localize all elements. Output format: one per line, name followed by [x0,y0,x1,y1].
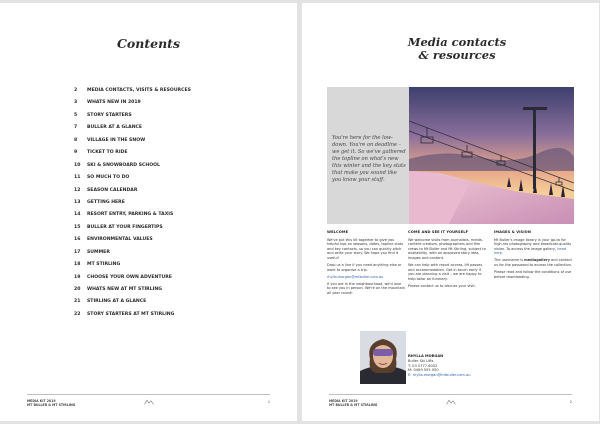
toc-item[interactable] [74,185,191,197]
toc-page-number: 22 [74,311,81,317]
images-text: and contact us for the password to access the collection. [494,258,572,268]
media-contact [408,354,471,378]
toc-page-number: 21 [74,299,81,305]
toc-label: STORY STARTERS [87,112,132,118]
toc-page-number: 3 [74,100,78,106]
left-page [0,3,297,421]
images-text: Please read and follow the conditions of use before downloading. [494,270,572,279]
welcome-heading: WELCOME [327,230,349,234]
quote-box [327,87,409,224]
footer-line: MT BULLER & MT STIRLING [27,403,76,408]
toc-label: GETTING HERE [87,199,125,205]
toc-label: MT STIRLING [87,262,121,268]
right-page [302,3,599,421]
toc-item[interactable] [74,247,191,259]
toc-page-number: 10 [74,162,81,168]
toc-label: SO MUCH TO DO [87,175,130,181]
intro-quote: You're here for the low-down. You're on deadline – we get it. So we've gathered the topline on what's new this winter and the key stats that make you sound like you know your stuff. [332,135,406,183]
toc-label: STORY STARTERS AT MT STIRLING [87,311,175,317]
toc-page-number: 11 [74,175,81,181]
toc-page-number: 18 [74,262,81,268]
welcome-text: Drop us a line if you need anything else or want to organise a trip. [327,263,402,272]
toc-item[interactable] [74,135,191,147]
toc-page-number: 16 [74,237,81,243]
toc-label: SEASON CALENDAR [87,187,138,193]
toc-label: MEDIA CONTACTS, VISITS & RESOURCES [87,88,191,93]
toc-label: SUMMER [87,249,110,255]
mt-buller-logo-icon [144,399,154,405]
toc-item[interactable] [74,234,191,246]
welcome-text: We've put this kit together to give you helpful tips on seasons, dates, topline stats and key contacts, so you can quickly pitch and write your story. We hope you find it useful! [327,237,404,260]
contact-role: Buller Ski Lifts [408,358,434,363]
footer-text [329,399,377,408]
contact-email-link[interactable]: E: rhylla.morgan@mtbuller.com.au [408,373,471,378]
toc-label: CHOOSE YOUR OWN ADVENTURE [87,274,172,280]
toc-page-number: 15 [74,224,81,230]
toc-label: ENVIRONMENTAL VALUES [87,237,153,243]
toc-item[interactable] [74,85,191,97]
image-gallery-link[interactable]: head here [494,246,566,256]
toc-page-number: 8 [74,137,78,143]
toc-label: RESORT ENTRY, PARKING & TAXIS [87,212,174,218]
toc-item[interactable] [74,222,191,234]
contact-tel: T: 03 5777 6052 [408,363,438,368]
toc-item[interactable] [74,97,191,109]
gallery-username: mediagallery [524,258,550,263]
toc-page-number: 19 [74,274,81,280]
images-heading: IMAGES & VISION [494,230,531,234]
toc-page-number: 20 [74,287,81,292]
contents-title: Contents [116,36,180,51]
toc-item[interactable] [74,122,191,134]
toc-page-number: 2 [74,88,78,93]
come-see-column [408,230,486,291]
toc-page-number: 13 [74,199,81,205]
contact-name: RHYLLA MORGAN [408,354,444,358]
contact-avatar [360,331,406,384]
toc-item[interactable] [74,209,191,221]
table-of-contents [74,85,191,321]
welcome-email-link[interactable]: rhylla.morgan@mtbuller.com.au [327,274,384,279]
page-number: 1 [267,400,270,404]
toc-item[interactable] [74,110,191,122]
come-see-text: Please contact us to discuss your visit. [408,283,476,288]
toc-item[interactable] [74,160,191,172]
toc-label: WHATS NEW IN 2019 [87,100,141,106]
toc-page-number: 7 [74,125,78,131]
footer-left [27,394,270,409]
toc-label: WHATS NEW AT MT STIRLING [87,287,162,292]
images-column: IMAGES & VISION Mt Buller's image library is your go-to for high-res photography and broadcast-quality vision. To access the image gallery, head here. The username is mediagallery and contact us for the password to access the collection. Please read and follow the conditions of use before downloading. [494,230,572,279]
media-title-line: & resources [418,48,496,62]
come-see-text: We welcome visits from journalists, media, content creators, photographers and film crews to Mt Buller and Mt Stirling, subject to availability, with an approved story idea, images and content. [408,237,486,260]
toc-page-number: 14 [74,212,81,218]
footer-line: MEDIA KIT 2019 [329,399,358,403]
toc-label: BULLER AT YOUR FINGERTIPS [87,224,163,230]
welcome-column [327,230,405,298]
toc-item[interactable] [74,272,191,284]
toc-label: SKI & SNOWBOARD SCHOOL [87,162,160,168]
toc-item[interactable] [74,284,191,296]
come-see-text: We can help with resort access, lift passes and accommodation. Get in touch early if you are planning a visit – we are happy to help tailor an itinerary. [408,263,483,281]
toc-page-number: 5 [74,112,78,118]
toc-item[interactable] [74,147,191,159]
footer-line: MEDIA KIT 2019 [27,399,56,403]
footer-line: MT BULLER & MT STIRLING [329,403,378,408]
toc-page-number: 9 [74,150,78,156]
toc-item[interactable] [74,259,191,271]
footer-text [27,399,75,408]
toc-label: BULLER AT A GLANCE [87,125,143,131]
welcome-text: If you are in the neighbourhood, we'd love to see you in person. We're on the mountain all year round! [327,281,405,296]
contact-mobile: M: 0409 555 050 [408,368,439,373]
footer-right [329,394,572,409]
toc-item[interactable] [74,172,191,184]
toc-item[interactable] [74,309,191,321]
images-text: Mt Buller's image library is your go-to for high-res photography and broadcast-quality vision. To access the image gallery, [494,237,572,251]
page-number: 2 [569,400,572,404]
toc-item[interactable] [74,197,191,209]
toc-label: STIRLING AT A GLANCE [87,299,147,305]
toc-label: VILLAGE IN THE SNOW [87,137,146,143]
toc-page-number: 17 [74,249,81,255]
mt-buller-logo-icon [446,399,456,405]
come-see-heading: COME AND SEE IT YOURSELF [408,230,469,234]
toc-label: TICKET TO RIDE [87,150,128,156]
media-title-line: Media contacts [407,35,507,49]
media-title [357,36,557,62]
toc-page-number: 12 [74,187,81,193]
images-text: The username is [494,258,524,263]
chairlift-photo [409,87,574,224]
toc-item[interactable] [74,296,191,308]
